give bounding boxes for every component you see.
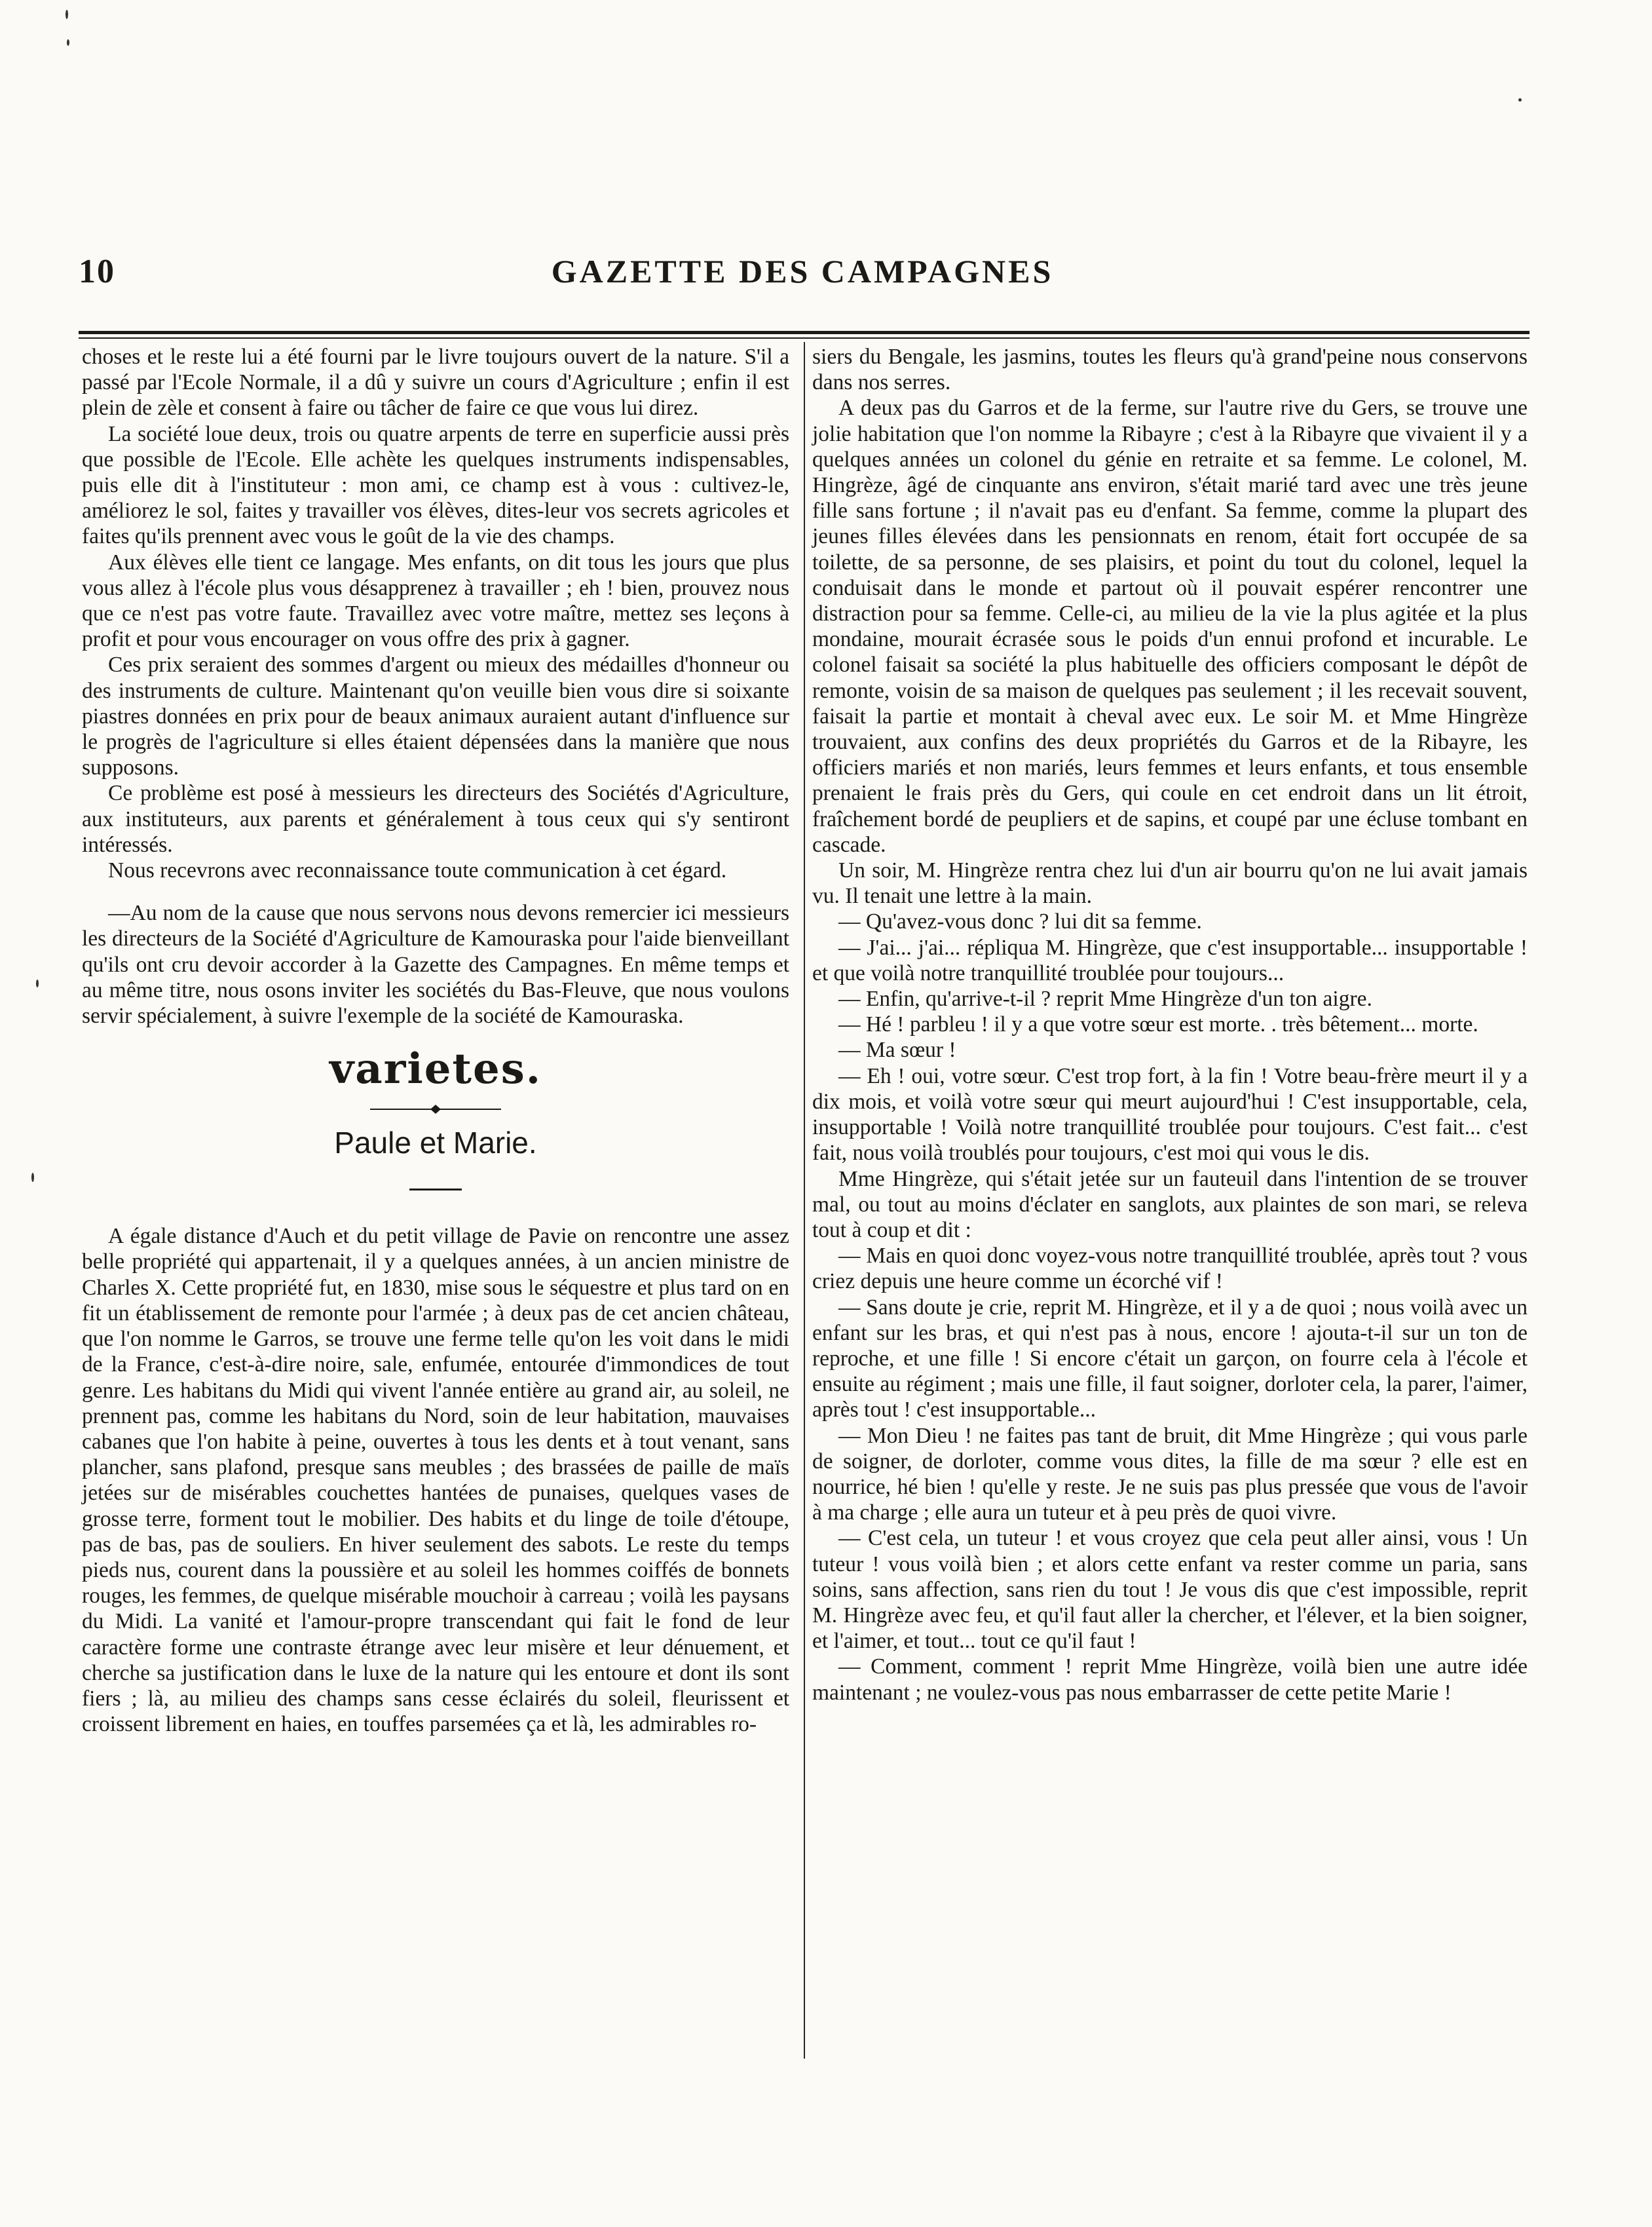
- paragraph: A égale distance d'Auch et du petit village de Pavie on rencontre une assez belle propriété qui appartenait, il y a quelques années, à un ancien ministre de Charles X. Cette propriété fut, en 1830, mise sous le séquestre et plus tard on en fit un établissement de remonte pour l'armée ; à deux pas de cet ancien château, que l'on nomme le Garros, se trouve une ferme telle qu'on les voit dans le midi de la France, c'est-à-dire noire, sale, enfumée, entourée d'immondices de tout genre. Les habitans du Midi qui vivent l'année entière au grand air, au soleil, ne prennent pas, comme les habitans du Nord, soin de leur habitation, mauvaises cabanes que l'on habite à peine, ouvertes à tous les dents et à tout venant, sans plancher, sans plafond, presque sans meubles ; des brassées de paille de maïs jetées sur de misérables couchettes hantées de punaises, quelques vases de grosse terre, forment tout le mobilier. Des habits et du linge de toile d'étoupe, pas de bas, pas de souliers. En hiver seulement des sabots. Le reste du temps pieds nus, courent dans la poussière et au soleil les hommes coiffés de bonnets rouges, les femmes, de quelque misérable mouchoir à carreau ; voilà les paysans du Midi. La vanité et l'amour-propre transcendant qui fait le fond de leur caractère forme une contraste étrange avec leur misère et leur dénuement, et cherche sa justification dans le luxe de la nature qui les entoure et dont ils sont fiers ; là, au milieu des champs sans cesse éclairés du soleil, fleurissent et croissent librement en haies, en touffes parsemées ça et là, les admirables ro-: [82, 1224, 789, 1737]
- paragraph: Nous recevrons avec reconnaissance toute communication à cet égard.: [108, 858, 727, 883]
- paragraph: — C'est cela, un tuteur ! et vous croyez que cela peut aller ainsi, vous ! Un tuteur ! vous voilà bien ; et alors cette enfant va rester comme un paria, sans soins, sans affection, sans rien du tout ! Je vous dis que c'est impossible, reprit M. Hingrèze avec feu, et qu'il faut aller la chercher, et l'élever, et la bien soigner, et l'aimer, et tout... tout ce qu'il faut !: [812, 1526, 1528, 1654]
- scan-speck: [66, 10, 68, 19]
- paragraph: Aux élèves elle tient ce langage. Mes enfants, on dit tous les jours que plus vous allez à l'école plus vous désapprenez à travailler ; eh ! bien, prouvez nous que ce n'est pas votre faute. Travaillez avec votre maître, mettez ses leçons à profit et pour vous encourager on vous offre des prix à gagner.: [82, 550, 789, 652]
- scan-speck: [1518, 98, 1522, 102]
- paragraph: — Enfin, qu'arrive-t-il ? reprit Mme Hingrèze d'un ton aigre.: [838, 987, 1372, 1012]
- paragraph: — Eh ! oui, votre sœur. C'est trop fort, à la fin ! Votre beau-frère meurt il y a dix mois, et voilà votre sœur qui meurt aujourd'hui ! C'est insupportable, cela, insupportable ! Voilà notre tranquillité troublée pour toujours. C'est fait... c'est fait, nous voilà troublés pour toujours, c'est moi qui vous le dis.: [812, 1063, 1528, 1166]
- header-rule-thin: [79, 337, 1530, 339]
- masthead-title: GAZETTE DES CAMPAGNES: [551, 253, 1054, 290]
- paragraph: — Comment, comment ! reprit Mme Hingrèze, voilà bien une autre idée maintenant ; ne voulez-vous pas nous embarrasser de cette petite Marie !: [812, 1654, 1528, 1705]
- page-header: [79, 252, 1526, 305]
- paragraph: — J'ai... j'ai... répliqua M. Hingrèze, que c'est insupportable... insupportable ! et que voilà notre tranquillité troublée pour toujours...: [812, 935, 1528, 985]
- left-column: [82, 344, 789, 1737]
- paragraph: — Ma sœur !: [838, 1038, 956, 1063]
- title-rule: [409, 1189, 462, 1190]
- ornament-divider: [364, 1102, 508, 1116]
- paragraph: —Au nom de la cause que nous servons nous devons remercier ici messieurs les directeurs de la Société d'Agriculture de Kamouraska pour l'aide bienveillant qu'ils ont cru devoir accorder à la Gazette des Campagnes. En même temps et au même titre, nous osons inviter les sociétés du Bas-Fleuve, que nous voulons servir spécialement, à suivre l'exemple de la société de Kamouraska.: [82, 901, 789, 1029]
- story-title: Paule et Marie.: [334, 1126, 537, 1160]
- scan-speck: [31, 1173, 34, 1182]
- header-rule: [79, 331, 1530, 334]
- paragraph: — Sans doute je crie, reprit M. Hingrèze, et il y a de quoi ; nous voilà avec un enfant sur les bras, et qui n'est pas à nous, encore ! ajouta-t-il sur un ton de reproche, et une fille ! Si encore c'était un garçon, on fourre cela à l'école et ensuite au régiment ; mais une fille, il faut soigner, dorloter cela, la parer, l'aimer, après tout ! c'est insupportable...: [812, 1295, 1528, 1422]
- paragraph: siers du Bengale, les jasmins, toutes les fleurs qu'à grand'peine nous conservons dans nos serres.: [812, 345, 1528, 395]
- paragraph: Un soir, M. Hingrèze rentra chez lui d'un air bourru qu'on ne lui avait jamais vu. Il tenait une lettre à la main.: [812, 858, 1528, 909]
- section-title: varietes.: [329, 1044, 542, 1094]
- paragraph: Mme Hingrèze, qui s'était jetée sur un fauteuil dans l'intention de se trouver mal, ou tout au moins d'éclater en sanglots, aux plaintes de son mari, se releva tout à coup et dit :: [812, 1166, 1528, 1242]
- scan-speck: [36, 980, 39, 987]
- spacer: [82, 883, 789, 900]
- page-number: 10: [79, 253, 115, 290]
- right-column: [812, 344, 1528, 1705]
- paragraph: A deux pas du Garros et de la ferme, sur l'autre rive du Gers, se trouve une jolie habitation que l'on nomme la Ribayre ; c'est à la Ribayre que vivaient il y a quelques années un colonel du génie en retraite et sa femme. Le colonel, M. Hingrèze, âgé de cinquante ans environ, s'était marié tard avec une très jeune fille sans fortune ; il n'avait pas eu d'enfant. Sa femme, comme la plupart des jeunes filles élevées dans les pensionnats en renom, était fort occupée de sa toilette, de sa personne, de ses plaisirs, et point du tout du colonel, lequel la conduisait dans le monde et partout où il pouvait espérer rencontrer une distraction pour sa femme. Celle-ci, au milieu de la vie la plus agitée et la plus mondaine, mourait écrasée sous le poids d'un ennui profond et incurable. Le colonel faisait sa société la plus habituelle des officiers composant le dépôt de remonte, voisin de sa maison de quelques pas seulement ; il les recevait souvent, faisait la partie et montait à cheval avec eux. Le soir M. et Mme Hingrèze trouvaient, aux confins des deux propriétés du Garros et de la Ribayre, les officiers mariés et non mariés, leurs femmes et leurs enfants, et tous ensemble prenaient le frais près du Gers, qui coule en cet endroit dans un lit étroit, fraîchement bordé de peupliers et de sapins, et coupé par une écluse tombant en cascade.: [812, 396, 1528, 857]
- paragraph: — Qu'avez-vous donc ? lui dit sa femme.: [838, 909, 1202, 934]
- paragraph: — Mon Dieu ! ne faites pas tant de bruit, dit Mme Hingrèze ; qui vous parle de soigner, de dorloter, comme vous dites, la fille de ma sœur ? elle est en nourrice, hé bien ! qu'elle y reste. Je ne suis pas plus pressée que vous de l'avoir à ma charge ; elle aura un tuteur et à peu près de quoi vivre.: [812, 1423, 1528, 1525]
- paragraph: La société loue deux, trois ou quatre arpents de terre en superficie aussi près que possible de l'Ecole. Elle achète les quelques instruments indispensables, puis elle dit à l'instituteur : mon ami, ce champ est à vous : cultivez-le, améliorez le sol, faites y travailler vos élèves, dites-leur vos secrets agricoles et faites qu'ils prennent avec vous le goût de la vie des champs.: [82, 421, 789, 549]
- paragraph: — Hé ! parbleu ! il y a que votre sœur est morte. . très bêtement... morte.: [838, 1012, 1478, 1037]
- paragraph: Ce problème est posé à messieurs les directeurs des Sociétés d'Agriculture, aux instituteurs, aux parents et généralement à tous ceux qui s'y sentiront intéressés.: [82, 781, 789, 857]
- paragraph: — Mais en quoi donc voyez-vous notre tranquillité troublée, après tout ? vous criez depuis une heure comme un écorché vif !: [812, 1244, 1528, 1294]
- column-divider: [804, 342, 805, 2059]
- paragraph: Ces prix seraient des sommes d'argent ou mieux des médailles d'honneur ou des instruments de culture. Maintenant qu'on veuille bien vous dire si soixante piastres données en prix pour de beaux animaux auraient autant d'influence sur le progrès de l'agriculture si elles étaient dépensées dans la manière que nous supposons.: [82, 653, 789, 780]
- scan-speck: [67, 39, 69, 46]
- paragraph: choses et le reste lui a été fourni par le livre toujours ouvert de la nature. S'il a passé par l'Ecole Normale, il a dû y suivre un cours d'Agriculture ; enfin il est plein de zèle et consent à faire ou tâcher de faire ce que vous lui direz.: [82, 345, 789, 421]
